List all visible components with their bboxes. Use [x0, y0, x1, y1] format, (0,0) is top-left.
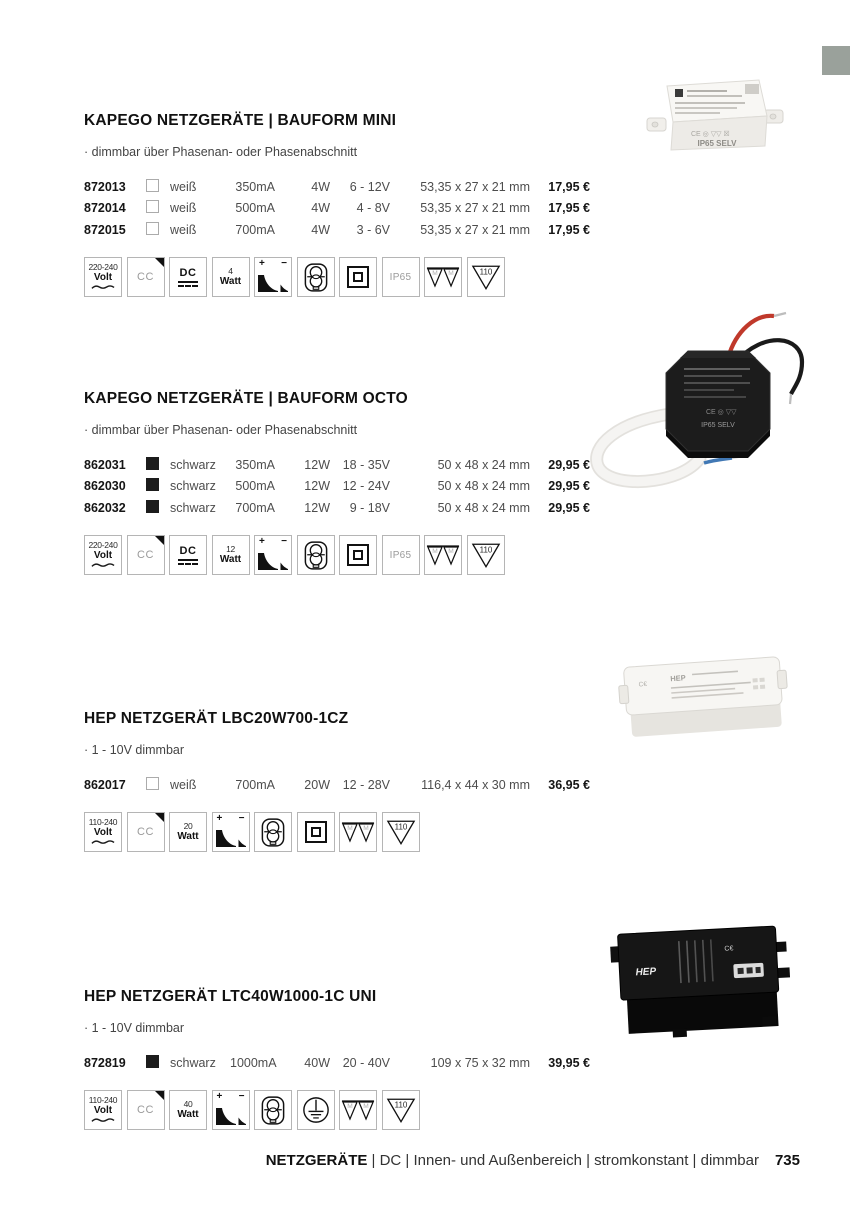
protection-class-2-icon: [339, 535, 377, 575]
voltage-range-icon: 110-240 Volt: [84, 812, 122, 852]
article-number: 862017: [84, 777, 126, 792]
mini-ip65-selv-label: IP65 SELV: [697, 139, 737, 148]
furniture-mounting-icon: [339, 812, 377, 852]
price: 29,95 €: [548, 500, 590, 515]
section-hep-lbc20w700: [84, 710, 644, 843]
swatch-black: [146, 457, 159, 470]
page-number: 735: [774, 1152, 800, 1169]
spec-icon-row: [84, 535, 509, 575]
color-name: schwarz: [170, 500, 216, 515]
svg-text:M: M: [347, 824, 353, 832]
svg-text:C€: C€: [638, 680, 648, 689]
article-number: 872014: [84, 201, 126, 216]
article-number: 872013: [84, 179, 126, 194]
wattage-value: 12W: [304, 500, 330, 515]
svg-text:110: 110: [479, 545, 492, 555]
current-value: 350mA: [235, 179, 275, 194]
wattage-icon: 40 Watt: [169, 1090, 207, 1130]
section-subtitle: · dimmbar über Phasenan- oder Phasenabschnitt: [84, 423, 358, 437]
current-value: 700mA: [235, 500, 275, 515]
color-swatch: [146, 1055, 170, 1071]
voltage-range: 6 - 12V: [349, 179, 390, 194]
spec-icon-row: [84, 812, 424, 852]
section-title: HEP NETZGERÄT LBC20W700-1CZ: [84, 710, 349, 727]
section-title: KAPEGO NETZGERÄTE | BAUFORM MINI: [84, 112, 397, 129]
product-row: [84, 774, 590, 796]
hep-white-driver-illustration: [616, 642, 791, 744]
svg-text:M: M: [347, 1102, 353, 1110]
octo-driver-illustration: [578, 306, 850, 498]
control-gear-lamp-icon: [297, 535, 335, 575]
furniture-mounting-icon: [339, 1090, 377, 1130]
page-edge-tab: [822, 46, 850, 75]
constant-current-icon: CC: [127, 535, 165, 575]
cc-corner-mark: [155, 1091, 164, 1100]
spec-icon-row: [84, 1090, 424, 1130]
furniture-mounting-icon: [424, 535, 462, 575]
voltage-range-icon: 220-240 Volt: [84, 257, 122, 297]
furniture-mounting-icon: [424, 257, 462, 297]
color-name: schwarz: [170, 1055, 216, 1070]
dimensions: 53,35 x 27 x 21 mm: [420, 179, 530, 194]
dimensions: 50 x 48 x 24 mm: [437, 500, 530, 515]
product-table: [84, 176, 590, 241]
color-swatch: [146, 200, 170, 216]
spec-icon-row: [84, 257, 509, 297]
dimensions: 50 x 48 x 24 mm: [437, 479, 530, 494]
footer-breadcrumb: | DC | Innen- und Außenbereich | stromkonstant | dimmbar: [367, 1152, 759, 1169]
control-gear-lamp-icon: [254, 1090, 292, 1130]
wattage-value: 12W: [304, 457, 330, 472]
color-swatch: [146, 222, 170, 238]
page-footer: [0, 1152, 800, 1169]
ip65-icon: IP65: [382, 535, 420, 575]
section-hep-ltc40w1000: [84, 988, 644, 1121]
wattage-value: 40W: [304, 1055, 330, 1070]
phase-dimmer-icon: + −: [212, 812, 250, 852]
footer-category: NETZGERÄTE: [265, 1152, 368, 1169]
color-swatch: [146, 179, 170, 195]
voltage-range: 12 - 24V: [342, 479, 390, 494]
current-value: 1000mA: [230, 1055, 277, 1070]
protection-class-1-icon: [297, 1090, 335, 1130]
control-gear-lamp-icon: [297, 257, 335, 297]
color-name: weiß: [170, 201, 197, 216]
dimensions: 53,35 x 27 x 21 mm: [420, 222, 530, 237]
wattage-value: 4W: [311, 179, 330, 194]
cc-corner-mark: [155, 536, 164, 545]
color-swatch: [146, 500, 170, 516]
section-title: KAPEGO NETZGERÄTE | BAUFORM OCTO: [84, 390, 408, 407]
article-number: 862031: [84, 457, 126, 472]
svg-text:M: M: [448, 269, 454, 277]
price: 17,95 €: [548, 179, 590, 194]
octo-ip65-selv-label: IP65 SELV: [701, 422, 735, 429]
product-photo-hep-ltc40w1000: [610, 916, 792, 1042]
dimensions: 50 x 48 x 24 mm: [437, 457, 530, 472]
cc-corner-mark: [155, 258, 164, 267]
article-number: 872819: [84, 1055, 126, 1070]
section-kapego-bauform-mini: [84, 112, 644, 288]
current-value: 500mA: [235, 201, 275, 216]
product-photo-bauform-mini: [645, 56, 785, 174]
product-row: [84, 176, 590, 198]
voltage-range-icon: 220-240 Volt: [84, 535, 122, 575]
current-value: 500mA: [235, 479, 275, 494]
svg-text:CE ◎ ▽▽: CE ◎ ▽▽: [706, 409, 737, 416]
wattage-value: 12W: [304, 479, 330, 494]
wattage-value: 20W: [304, 777, 330, 792]
product-row: [84, 497, 590, 519]
swatch-black: [146, 478, 159, 491]
price: 29,95 €: [548, 479, 590, 494]
phase-dimmer-icon: + −: [212, 1090, 250, 1130]
color-name: schwarz: [170, 479, 216, 494]
product-table: [84, 774, 590, 796]
section-subtitle: · dimmbar über Phasenan- oder Phasenabschnitt: [84, 145, 358, 159]
color-name: weiß: [170, 777, 197, 792]
voltage-range: 20 - 40V: [342, 1055, 390, 1070]
temperature-110-icon: [382, 812, 420, 852]
price: 17,95 €: [548, 222, 590, 237]
price: 36,95 €: [548, 777, 590, 792]
dimensions: 53,35 x 27 x 21 mm: [420, 201, 530, 216]
current-value: 700mA: [235, 777, 275, 792]
svg-text:CE ◎ ▽▽ ☒: CE ◎ ▽▽ ☒: [691, 131, 730, 138]
section-kapego-bauform-octo: [84, 390, 644, 566]
product-photo-bauform-octo: [578, 306, 850, 498]
svg-text:110: 110: [479, 267, 492, 277]
dc-icon: DC: [169, 535, 207, 575]
product-photo-hep-lbc20w700: [616, 642, 791, 744]
swatch-white: [146, 179, 159, 192]
section-subtitle: · 1 - 10V dimmbar: [84, 743, 185, 757]
hep-black-driver-illustration: [610, 916, 792, 1042]
protection-class-2-icon: [297, 812, 335, 852]
temperature-110-icon: [382, 1090, 420, 1130]
voltage-range: 18 - 35V: [342, 457, 390, 472]
hep-brand-label: HEP: [635, 966, 657, 979]
swatch-white: [146, 777, 159, 790]
voltage-range: 12 - 28V: [342, 777, 390, 792]
color-name: weiß: [170, 222, 197, 237]
color-swatch: [146, 478, 170, 494]
voltage-range: 4 - 8V: [356, 201, 390, 216]
wattage-value: 4W: [311, 222, 330, 237]
protection-class-2-icon: [339, 257, 377, 297]
wattage-icon: 12 Watt: [212, 535, 250, 575]
product-table: [84, 454, 590, 519]
svg-text:M: M: [363, 1102, 369, 1110]
wattage-icon: 20 Watt: [169, 812, 207, 852]
phase-dimmer-icon: + −: [254, 535, 292, 575]
voltage-range: 3 - 6V: [356, 222, 390, 237]
current-value: 350mA: [235, 457, 275, 472]
product-row: [84, 198, 590, 220]
product-row: [84, 1052, 590, 1074]
hep-brand-label: HEP: [669, 673, 686, 684]
product-row: [84, 219, 590, 241]
swatch-black: [146, 1055, 159, 1068]
dimensions: 116,4 x 44 x 30 mm: [421, 777, 530, 792]
product-row: [84, 476, 590, 498]
mini-driver-illustration: [645, 56, 785, 174]
control-gear-lamp-icon: [254, 812, 292, 852]
constant-current-icon: CC: [127, 257, 165, 297]
constant-current-icon: CC: [127, 1090, 165, 1130]
cc-corner-mark: [155, 813, 164, 822]
article-number: 862030: [84, 479, 126, 494]
current-value: 700mA: [235, 222, 275, 237]
section-subtitle: · 1 - 10V dimmbar: [84, 1021, 185, 1035]
svg-text:M: M: [432, 269, 438, 277]
svg-text:M: M: [363, 824, 369, 832]
ip65-icon: IP65: [382, 257, 420, 297]
svg-text:110: 110: [394, 1100, 407, 1110]
swatch-white: [146, 200, 159, 213]
temperature-110-icon: [467, 257, 505, 297]
temperature-110-icon: [467, 535, 505, 575]
section-title: HEP NETZGERÄT LTC40W1000-1C UNI: [84, 988, 377, 1005]
svg-text:M: M: [432, 547, 438, 555]
svg-text:C€: C€: [724, 945, 734, 953]
wattage-icon: 4 Watt: [212, 257, 250, 297]
wattage-value: 4W: [311, 201, 330, 216]
voltage-range: 9 - 18V: [349, 500, 390, 515]
price: 29,95 €: [548, 457, 590, 472]
price: 17,95 €: [548, 201, 590, 216]
phase-dimmer-icon: + −: [254, 257, 292, 297]
article-number: 872015: [84, 222, 126, 237]
swatch-white: [146, 222, 159, 235]
product-table: [84, 1052, 590, 1074]
color-name: schwarz: [170, 457, 216, 472]
swatch-black: [146, 500, 159, 513]
article-number: 862032: [84, 500, 126, 515]
product-row: [84, 454, 590, 476]
voltage-range-icon: 110-240 Volt: [84, 1090, 122, 1130]
color-swatch: [146, 457, 170, 473]
color-name: weiß: [170, 179, 197, 194]
svg-text:M: M: [448, 547, 454, 555]
svg-text:110: 110: [394, 822, 407, 832]
price: 39,95 €: [548, 1055, 590, 1070]
constant-current-icon: CC: [127, 812, 165, 852]
color-swatch: [146, 777, 170, 793]
dimensions: 109 x 75 x 32 mm: [430, 1055, 530, 1070]
dc-icon: DC: [169, 257, 207, 297]
